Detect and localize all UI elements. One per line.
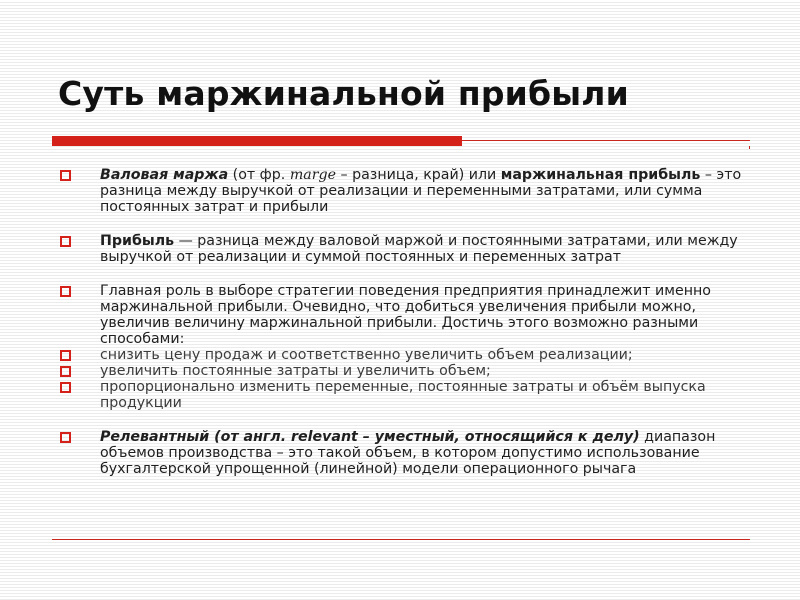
list-item-relevant-range xyxy=(58,429,748,477)
text-segment: – это разница между выручкой от реализации и переменными затратами, или сумма постоянных затрат и прибыли xyxy=(100,167,742,215)
title-underline-end-tick xyxy=(749,146,750,149)
term-profit: Прибыль xyxy=(100,233,175,249)
hollow-square-bullet-icon xyxy=(60,432,71,443)
hollow-square-bullet-icon xyxy=(60,286,71,297)
text-segment: снизить цену продаж и соответственно увеличить объем реализации; xyxy=(100,347,633,363)
list-item-profit xyxy=(58,233,748,265)
text-segment: – разница, край) или xyxy=(335,167,501,183)
term-gross-margin: Валовая маржа xyxy=(100,167,229,183)
title-underline xyxy=(52,136,750,148)
term-relevant: Релевантный (от англ. relevant – уместный, относящийся к делу) xyxy=(100,429,640,445)
list-item-method-1 xyxy=(58,347,748,363)
hollow-square-bullet-icon xyxy=(60,350,71,361)
term-marge: marge xyxy=(289,167,336,183)
term-marginal-profit: маржинальная прибыль xyxy=(500,167,701,183)
list-item-method-2 xyxy=(58,363,748,379)
text-segment: диапазон объемов производства – это такой объем, в котором допустимо использование бухгалтерской упрощенной (линейной) модели операционного рычага xyxy=(100,429,716,477)
hollow-square-bullet-icon xyxy=(60,366,71,377)
list-item-main-role xyxy=(58,283,748,347)
text-segment: пропорционально изменить переменные, постоянные затраты и объём выпуска продукции xyxy=(100,379,706,411)
title-underline-accent-bar xyxy=(52,136,462,146)
bullet-list xyxy=(58,167,748,477)
text-segment: (от фр. xyxy=(228,167,290,183)
hollow-square-bullet-icon xyxy=(60,170,71,181)
text-segment: Главная роль в выборе стратегии поведения предприятия принадлежит именно маржинальной прибыли. Очевидно, что добиться увеличения прибыли можно, увеличив величину маржинальной прибыли. Достичь этого возможно разными способами: xyxy=(100,283,711,347)
slide-title: Суть маржинальной прибыли xyxy=(58,74,629,113)
text-segment: увеличить постоянные затраты и увеличить объем; xyxy=(100,363,491,379)
list-item-method-3 xyxy=(58,379,748,411)
hollow-square-bullet-icon xyxy=(60,382,71,393)
hollow-square-bullet-icon xyxy=(60,236,71,247)
bottom-divider xyxy=(52,539,750,540)
text-segment: — разница между валовой маржой и постоянными затратами, или между выручкой от реализации и суммой постоянных и переменных затрат xyxy=(100,233,738,265)
list-item-gross-margin xyxy=(58,167,748,215)
